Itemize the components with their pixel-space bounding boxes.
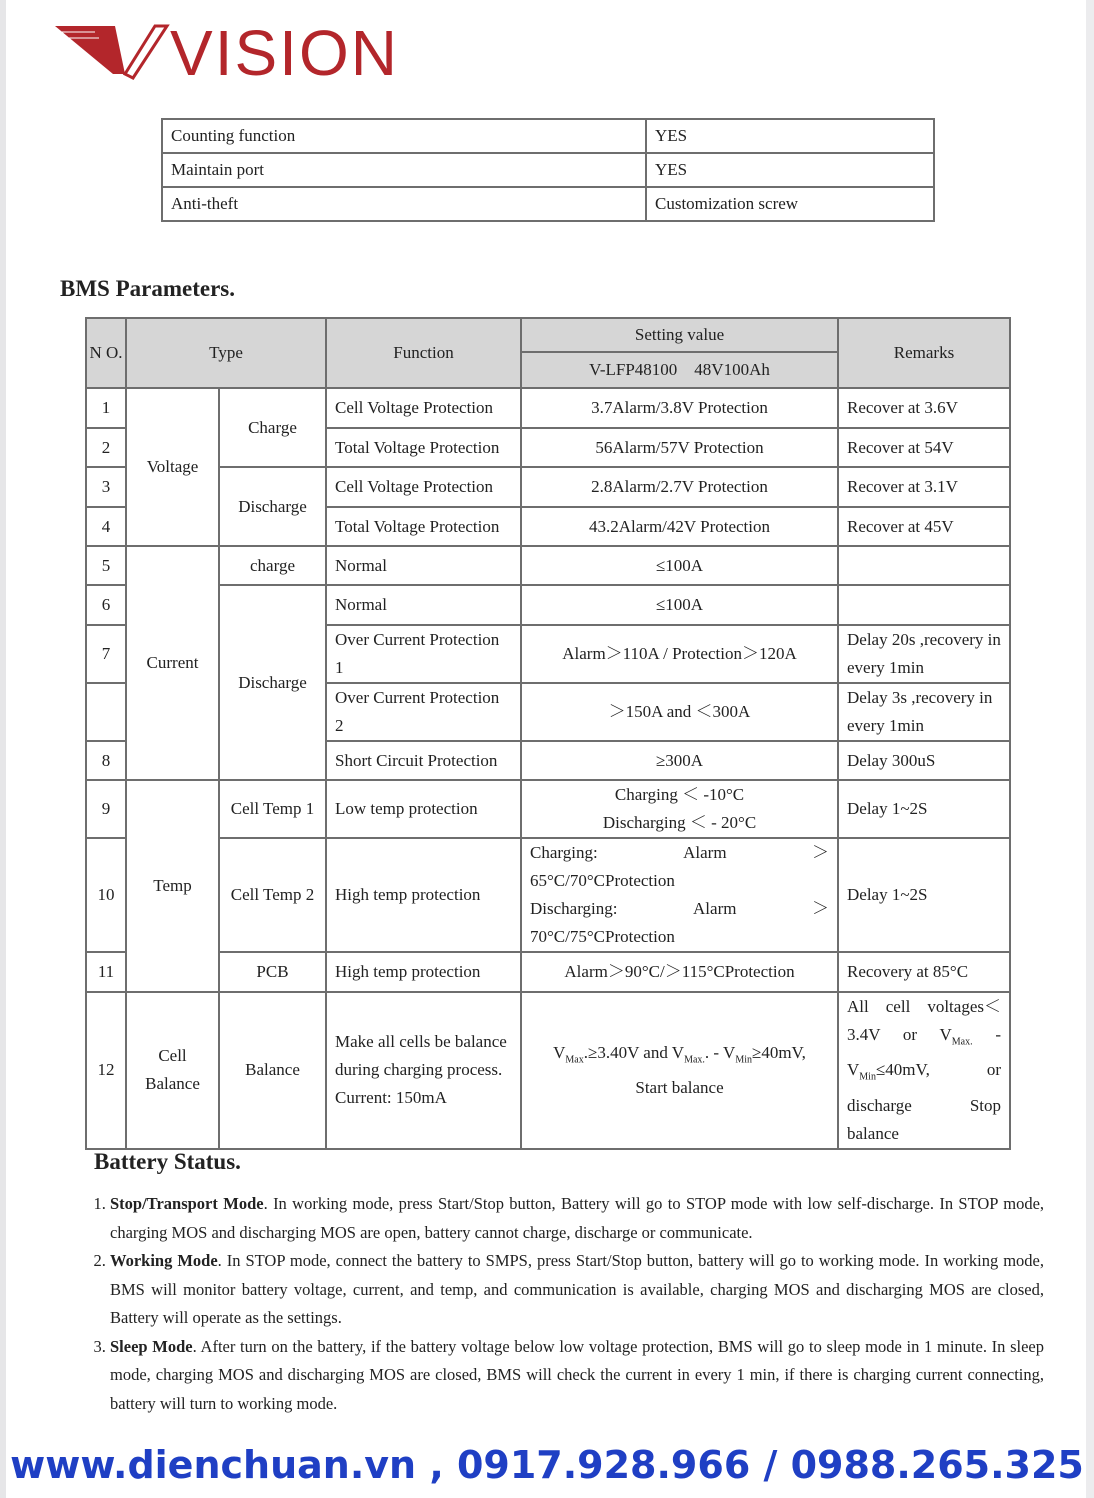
- function-cell: Short Circuit Protection: [326, 741, 521, 780]
- item-text: . In working mode, press Start/Stop button, Battery will go to STOP mode with low self-discharge. In STOP mode, charging MOS and discharging MOS are open, battery cannot charge, discharge or communicate.: [110, 1194, 1045, 1242]
- item-title: Working Mode: [110, 1251, 218, 1270]
- list-item: [110, 1247, 1044, 1333]
- vision-logo: [55, 17, 399, 89]
- item-text: . After turn on the battery, if the battery voltage below low voltage protection, BMS will go to sleep mode in 1 minute. In sleep mode, charging MOS and discharging MOS are closed, BMS will check the current in every 1 min, if there is charging current connecting, battery will turn to working mode.: [110, 1336, 1044, 1413]
- sub: Min: [735, 1054, 752, 1066]
- table-row: [162, 153, 934, 187]
- type-group: Current: [126, 546, 219, 780]
- value-cell: ≤100A: [521, 585, 838, 625]
- v: .≥3.40V and V: [583, 1042, 685, 1062]
- logo-text: VISION: [170, 17, 399, 89]
- row-no: 3: [86, 467, 126, 507]
- row-no: 12: [86, 992, 126, 1149]
- list-item: [110, 1333, 1044, 1419]
- r: - V: [847, 1025, 1002, 1080]
- row-no: 8: [86, 741, 126, 780]
- table-row: [86, 992, 1010, 1149]
- function-cell: Normal: [326, 585, 521, 625]
- function-cell: High temp protection: [326, 952, 521, 992]
- bms-title: BMS Parameters.: [60, 276, 235, 301]
- type-sub: Discharge: [219, 585, 326, 780]
- function-line: Make all cells be balance during charging process.: [335, 1032, 507, 1080]
- value-cell: [521, 992, 838, 1149]
- table-row: [86, 780, 1010, 838]
- remarks-cell: Recover at 3.6V: [838, 388, 1010, 428]
- function-cell: [326, 992, 521, 1149]
- remarks-cell: Delay 1~2S: [838, 838, 1010, 952]
- value-part: Discharging:: [530, 899, 618, 918]
- feature-value: YES: [646, 153, 934, 187]
- header-function: Function: [326, 318, 521, 388]
- row-no: 9: [86, 780, 126, 838]
- feature-name: Anti-theft: [162, 187, 646, 221]
- type-group: Temp: [126, 780, 219, 992]
- sub: Max.: [951, 1036, 973, 1048]
- row-no: 4: [86, 507, 126, 546]
- list-item: [110, 1190, 1044, 1247]
- value-cell: ≥300A: [521, 741, 838, 780]
- type-sub: Charge: [219, 388, 326, 467]
- value-part: Alarm: [683, 843, 727, 862]
- feature-name: Counting function: [162, 119, 646, 153]
- features-table: [161, 118, 935, 222]
- value-cell: Alarm＞90°C/＞115°CProtection: [521, 952, 838, 992]
- function-cell: Over Current Protection 1: [326, 625, 521, 683]
- r: ≤40mV, or discharge Stop balance: [847, 1060, 1001, 1143]
- v: . - V: [704, 1042, 736, 1062]
- row-no: 11: [86, 952, 126, 992]
- value-line: 70°C/75°CProtection: [530, 927, 675, 946]
- type-sub: PCB: [219, 952, 326, 992]
- function-cell: Total Voltage Protection: [326, 428, 521, 467]
- v: ≥40mV,: [751, 1042, 806, 1062]
- remarks-cell: Delay 1~2S: [838, 780, 1010, 838]
- type-sub: Cell Temp 2: [219, 838, 326, 952]
- value-cell: 43.2Alarm/42V Protection: [521, 507, 838, 546]
- value-part: Charging:: [530, 843, 598, 862]
- remarks-cell: Delay 3s ,recovery in every 1min: [838, 683, 1010, 741]
- remarks-cell: Recover at 54V: [838, 428, 1010, 467]
- value-cell: 2.8Alarm/2.7V Protection: [521, 467, 838, 507]
- status-title: Battery Status.: [94, 1149, 241, 1174]
- feature-name: Maintain port: [162, 153, 646, 187]
- function-cell: High temp protection: [326, 838, 521, 952]
- item-title: Stop/Transport Mode: [110, 1194, 264, 1213]
- header-model: V-LFP48100 48V100Ah: [521, 352, 838, 388]
- table-row: [162, 187, 934, 221]
- sub: Max: [565, 1054, 584, 1066]
- value-cell: 3.7Alarm/3.8V Protection: [521, 388, 838, 428]
- value-part: Alarm: [693, 899, 737, 918]
- type-sub: Balance: [219, 992, 326, 1149]
- page-edge: [1086, 0, 1094, 1498]
- v: V: [553, 1042, 566, 1062]
- type-group: Cell Balance: [126, 992, 219, 1149]
- row-no: 7: [86, 625, 126, 683]
- value-part: ＞: [811, 899, 829, 918]
- function-cell: Total Voltage Protection: [326, 507, 521, 546]
- row-no: 1: [86, 388, 126, 428]
- feature-value: Customization screw: [646, 187, 934, 221]
- header-remarks: Remarks: [838, 318, 1010, 388]
- table-row: [86, 388, 1010, 428]
- type-sub: charge: [219, 546, 326, 585]
- table-row: [86, 585, 1010, 625]
- function-cell: Normal: [326, 546, 521, 585]
- value-part: ＞: [812, 843, 829, 862]
- remarks-cell: Delay 20s ,recovery in every 1min: [838, 625, 1010, 683]
- r: All cell voltages＜ 3.4V or V: [847, 997, 1001, 1044]
- remarks-cell: [838, 992, 1010, 1149]
- value-cell: 56Alarm/57V Protection: [521, 428, 838, 467]
- table-row: [86, 546, 1010, 585]
- value-cell: ≤100A: [521, 546, 838, 585]
- function-cell: Over Current Protection 2: [326, 683, 521, 741]
- feature-value: YES: [646, 119, 934, 153]
- remarks-cell: [838, 585, 1010, 625]
- function-cell: Cell Voltage Protection: [326, 467, 521, 507]
- value-line: Discharging ＜ - 20°C: [602, 813, 757, 832]
- table-row: [86, 952, 1010, 992]
- value-line: Charging ＜ -10°C: [614, 785, 745, 804]
- row-no: 10: [86, 838, 126, 952]
- item-text: . In STOP mode, connect the battery to SMPS, press Start/Stop button, battery will go to working mode. In working mode, BMS will monitor battery voltage, current, and temp, and communication is available, charging MOS and discharging MOS are closed, Battery will operate as the settings.: [110, 1251, 1044, 1327]
- header-type: Type: [126, 318, 326, 388]
- header-setting: Setting value: [521, 318, 838, 352]
- value-line: Start balance: [635, 1078, 724, 1098]
- row-no: 5: [86, 546, 126, 585]
- function-cell: Cell Voltage Protection: [326, 388, 521, 428]
- remarks-cell: [838, 546, 1010, 585]
- table-row: [162, 119, 934, 153]
- type-sub: Discharge: [219, 467, 326, 546]
- row-no: 6: [86, 585, 126, 625]
- value-cell: [521, 780, 838, 838]
- status-list: [82, 1190, 1044, 1418]
- table-row: [86, 467, 1010, 507]
- value-cell: [521, 838, 838, 952]
- row-no: [86, 683, 126, 741]
- function-line: Current: 150mA: [335, 1088, 447, 1108]
- page-edge: [0, 0, 6, 1498]
- item-title: Sleep Mode: [110, 1336, 193, 1356]
- value-cell: ＞150A and ＜300A: [521, 683, 838, 741]
- remarks-cell: Recovery at 85°C: [838, 952, 1010, 992]
- sub: Min: [859, 1071, 876, 1083]
- footer-contact: www.dienchuan.vn , 0917.928.966 / 0988.265.325: [10, 1443, 1084, 1487]
- remarks-cell: Delay 300uS: [838, 741, 1010, 780]
- type-group: Voltage: [126, 388, 219, 546]
- remarks-cell: Recover at 45V: [838, 507, 1010, 546]
- bms-table: [85, 317, 1011, 1150]
- sub: Max.: [684, 1054, 705, 1066]
- value-cell: Alarm＞110A / Protection＞120A: [521, 625, 838, 683]
- table-row: [86, 838, 1010, 952]
- type-sub: Cell Temp 1: [219, 780, 326, 838]
- remarks-cell: Recover at 3.1V: [838, 467, 1010, 507]
- function-cell: Low temp protection: [326, 780, 521, 838]
- value-line: [530, 1039, 829, 1074]
- header-no: N O.: [86, 318, 126, 388]
- logo-v-icon: [55, 22, 175, 82]
- value-line: 65°C/70°CProtection: [530, 871, 675, 890]
- row-no: 2: [86, 428, 126, 467]
